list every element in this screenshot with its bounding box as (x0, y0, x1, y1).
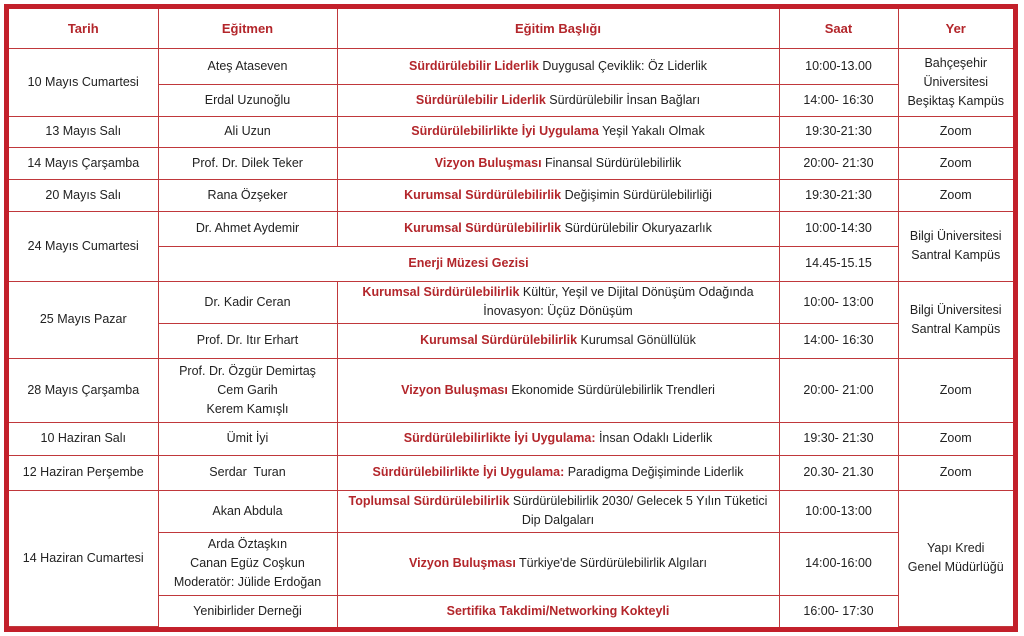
instructor-cell: Prof. Dr. Dilek Teker (158, 147, 337, 179)
instructor-cell: Ateş Ataseven (158, 48, 337, 84)
title-text: Finansal Sürdürülebilirlik (541, 155, 682, 170)
table-row (9, 84, 1013, 116)
title-cell (337, 455, 779, 490)
place-cell: Zoom (898, 147, 1013, 179)
date-cell: 20 Mayıs Salı (9, 179, 158, 211)
time-cell: 20:00- 21:00 (779, 358, 898, 422)
place-line: Beşiktaş Kampüs (907, 93, 1005, 108)
title-category: Vizyon Buluşması (401, 382, 508, 397)
time-cell: 10:00-13.00 (779, 48, 898, 84)
date-cell: 28 Mayıs Çarşamba (9, 358, 158, 422)
title-text: Yeşil Yakalı Olmak (598, 124, 705, 139)
instructor-cell: Yenibirlider Derneği (158, 595, 337, 626)
header-row (9, 9, 1013, 48)
instructor-line: Prof. Dr. Özgür Demirtaş (179, 363, 316, 378)
table-row (9, 48, 1013, 84)
title-text: Paradigma Değişiminde Liderlik (564, 465, 744, 480)
date-cell: 24 Mayıs Cumartesi (9, 211, 158, 281)
place-cell (898, 490, 1013, 626)
instructor-line: Canan Egüz Coşkun (190, 556, 305, 571)
schedule-table (9, 9, 1013, 627)
title-cell (337, 147, 779, 179)
date-cell: 14 Haziran Cumartesi (9, 490, 158, 626)
time-cell: 10:00-14:30 (779, 211, 898, 246)
title-text: Kurumsal Gönüllülük (577, 333, 696, 348)
header-instructor: Eğitmen (158, 9, 337, 48)
title-cell (337, 595, 779, 626)
title-category: Kurumsal Sürdürülebilirlik (362, 285, 520, 300)
table-row (9, 323, 1013, 358)
place-cell: Zoom (898, 422, 1013, 455)
header-title: Eğitim Başlığı (337, 9, 779, 48)
title-category: Vizyon Buluşması (409, 556, 516, 571)
instructor-cell: Rana Özşeker (158, 179, 337, 211)
title-cell (158, 246, 779, 281)
schedule-frame (4, 4, 1018, 632)
title-text: Sürdürülebilirlik 2030/ Gelecek 5 Yılın Tüketici Dip Dalgaları (509, 494, 768, 528)
date-cell: 12 Haziran Perşembe (9, 455, 158, 490)
time-cell: 20.30- 21.30 (779, 455, 898, 490)
time-cell: 16:00- 17:30 (779, 595, 898, 626)
instructor-cell: Dr. Ahmet Aydemir (158, 211, 337, 246)
place-cell: Zoom (898, 358, 1013, 422)
instructor-cell: Serdar Turan (158, 455, 337, 490)
time-cell: 10:00-13:00 (779, 490, 898, 532)
instructor-line: Kerem Kamışlı (206, 401, 289, 416)
time-cell: 19:30- 21:30 (779, 422, 898, 455)
title-text: İnsan Odaklı Liderlik (595, 431, 713, 446)
title-cell (337, 490, 779, 532)
title-cell (337, 532, 779, 595)
title-category: Sürdürülebilir Liderlik (409, 58, 539, 73)
place-cell (898, 211, 1013, 281)
instructor-cell (158, 358, 337, 422)
title-category: Kurumsal Sürdürülebilirlik (420, 333, 578, 348)
date-cell: 10 Haziran Salı (9, 422, 158, 455)
time-cell: 14:00-16:00 (779, 532, 898, 595)
title-text: Kültür, Yeşil ve Dijital Dönüşüm Odağında İnovasyon: Üçüz Dönüşüm (483, 285, 754, 319)
time-cell: 14:00- 16:30 (779, 84, 898, 116)
place-cell (898, 48, 1013, 116)
title-category: Kurumsal Sürdürülebilirlik (404, 187, 562, 202)
place-line: Santral Kampüs (911, 248, 1001, 263)
title-text: Türkiye'de Sürdürülebilirlik Algıları (515, 556, 707, 571)
title-category: Sertifika Takdimi/Networking Kokteyli (446, 603, 670, 618)
title-cell (337, 84, 779, 116)
title-category: Sürdürülebilirlikte İyi Uygulama (411, 124, 599, 139)
table-row (9, 455, 1013, 490)
place-cell: Zoom (898, 116, 1013, 147)
title-category: Toplumsal Sürdürülebilirlik (348, 494, 510, 509)
header-time: Saat (779, 9, 898, 48)
date-cell: 13 Mayıs Salı (9, 116, 158, 147)
instructor-line: Cem Garih (217, 382, 278, 397)
title-text: Sürdürülebilir Okuryazarlık (561, 221, 712, 236)
place-line: Bilgi Üniversitesi (909, 302, 1002, 317)
instructor-cell: Erdal Uzunoğlu (158, 84, 337, 116)
title-category: Sürdürülebilirlikte İyi Uygulama: (403, 431, 596, 446)
title-category: Sürdürülebilirlikte İyi Uygulama: (372, 465, 565, 480)
place-line: Genel Müdürlüğü (907, 560, 1004, 575)
date-cell: 14 Mayıs Çarşamba (9, 147, 158, 179)
title-text: Duygusal Çeviklik: Öz Liderlik (538, 58, 707, 73)
title-category: Sürdürülebilir Liderlik (415, 92, 546, 107)
title-cell (337, 422, 779, 455)
instructor-cell: Akan Abdula (158, 490, 337, 532)
header-place: Yer (898, 9, 1013, 48)
title-cell (337, 48, 779, 84)
place-line: Santral Kampüs (911, 321, 1001, 336)
table-row (9, 246, 1013, 281)
table-row (9, 595, 1013, 626)
time-cell: 14:00- 16:30 (779, 323, 898, 358)
table-row (9, 179, 1013, 211)
title-cell (337, 323, 779, 358)
time-cell: 19:30-21:30 (779, 116, 898, 147)
time-cell: 19:30-21:30 (779, 179, 898, 211)
table-row (9, 147, 1013, 179)
time-cell: 10:00- 13:00 (779, 281, 898, 323)
time-cell: 14.45-15.15 (779, 246, 898, 281)
place-line: Bilgi Üniversitesi (909, 229, 1002, 244)
title-category: Vizyon Buluşması (434, 155, 542, 170)
instructor-line: Moderatör: Jülide Erdoğan (173, 575, 322, 590)
title-text: Ekonomide Sürdürülebilirlik Trendleri (507, 382, 715, 397)
instructor-line: Arda Öztaşkın (207, 537, 288, 552)
place-line: Bahçeşehir (924, 55, 988, 70)
title-cell (337, 358, 779, 422)
place-cell: Zoom (898, 179, 1013, 211)
title-cell (337, 211, 779, 246)
instructor-cell: Ümit İyi (158, 422, 337, 455)
place-cell (898, 281, 1013, 358)
place-cell: Zoom (898, 455, 1013, 490)
instructor-cell: Prof. Dr. Itır Erhart (158, 323, 337, 358)
title-category: Enerji Müzesi Gezisi (408, 256, 529, 271)
table-row (9, 281, 1013, 323)
table-row (9, 211, 1013, 246)
table-row (9, 490, 1013, 532)
title-cell (337, 116, 779, 147)
title-text: Sürdürülebilir İnsan Bağları (545, 92, 701, 107)
table-row (9, 358, 1013, 422)
title-text: Değişimin Sürdürülebilirliği (561, 187, 712, 202)
place-line: Üniversitesi (923, 74, 989, 89)
instructor-cell (158, 532, 337, 595)
instructor-cell: Dr. Kadir Ceran (158, 281, 337, 323)
header-date: Tarih (9, 9, 158, 48)
title-cell (337, 281, 779, 323)
time-cell: 20:00- 21:30 (779, 147, 898, 179)
title-cell (337, 179, 779, 211)
table-row (9, 422, 1013, 455)
title-category: Kurumsal Sürdürülebilirlik (404, 221, 562, 236)
table-row (9, 116, 1013, 147)
place-line: Yapı Kredi (927, 541, 985, 556)
table-row (9, 532, 1013, 595)
date-cell: 10 Mayıs Cumartesi (9, 48, 158, 116)
instructor-cell: Ali Uzun (158, 116, 337, 147)
date-cell: 25 Mayıs Pazar (9, 281, 158, 358)
